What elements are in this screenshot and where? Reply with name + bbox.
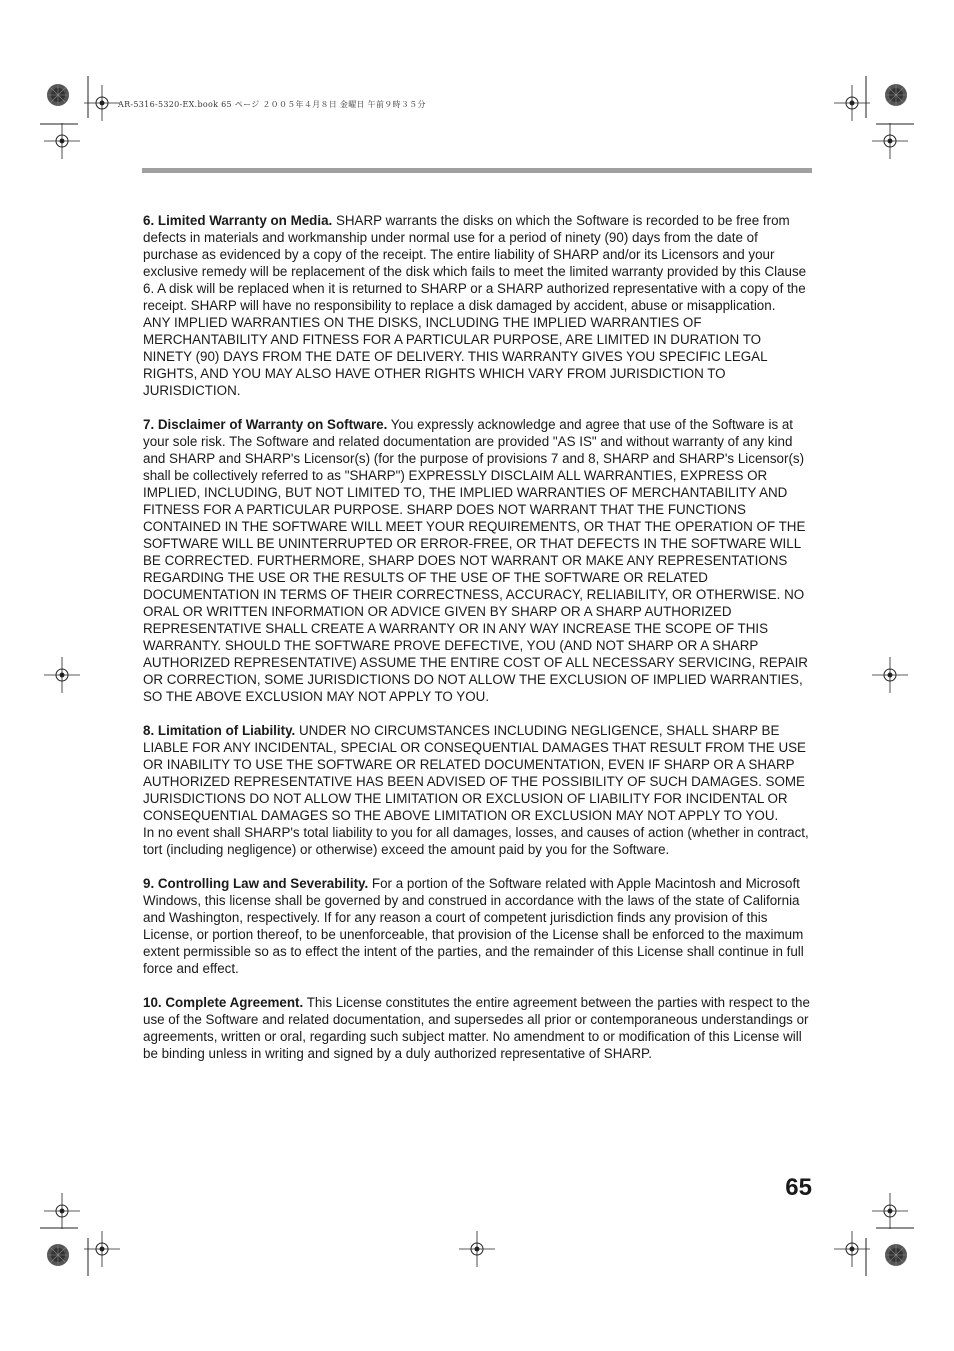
section-controlling-law	[143, 875, 811, 977]
license-text	[143, 212, 811, 1079]
print-file-info: AR-5316-5320-EX.book 65 ページ ２００５年４月８日 金曜日 午前９時３５分	[118, 100, 426, 109]
section-heading: 6. Limited Warranty on Media.	[143, 213, 333, 228]
section-text: This License constitutes the entire agreement between the parties with respect to the use of the Software and related documentation, and supersedes all prior or contemporaneous understandings or agreements, written or oral, regarding such subject matter. No amendment to or modification of this License will be binding unless in writing and signed by a duly authorized representative of SHARP.	[143, 995, 810, 1061]
section-limitation-of-liability	[143, 722, 811, 858]
header-rule	[142, 168, 812, 173]
section-paragraph	[143, 416, 811, 705]
section-paragraph: In no event shall SHARP's total liability to you for all damages, losses, and causes of action (whether in contract, tort (including negligence) or otherwise) exceed the amount paid by you for the Software.	[143, 825, 809, 857]
section-paragraph	[143, 212, 811, 314]
section-text: You expressly acknowledge and agree that use of the Software is at your sole risk. The Software and related documentation are provided "AS IS" and without warranty of any kind and SHARP and SHARP's Licensor(s) (for the purpose of provisions 7 and 8, SHARP and SHARP's Licensor(s) shall be collectively referred to as "SHARP") EXPRESSLY DISCLAIM ALL WARRANTIES, EXPRESS OR IMPLIED, INCLUDING, BUT NOT LIMITED TO, THE IMPLIED WARRANTIES OF MERCHANTABILITY AND FITNESS FOR A PARTICULAR PURPOSE. SHARP DOES NOT WARRANT THAT THE FUNCTIONS CONTAINED IN THE SOFTWARE WILL MEET YOUR REQUIREMENTS, OR THAT THE OPERATION OF THE SOFTWARE WILL BE UNINTERRUPTED OR ERROR-FREE, OR THAT DEFECTS IN THE SOFTWARE WILL BE CORRECTED. FURTHERMORE, SHARP DOES NOT WARRANT OR MAKE ANY REPRESENTATIONS REGARDING THE USE OR THE RESULTS OF THE USE OF THE SOFTWARE OR RELATED DOCUMENTATION IN TERMS OF THEIR CORRECTNESS, ACCURACY, RELIABILITY, OR OTHERWISE. NO ORAL OR WRITTEN INFORMATION OR ADVICE GIVEN BY SHARP OR A SHARP AUTHORIZED REPRESENTATIVE SHALL CREATE A WARRANTY OR IN ANY WAY INCREASE THE SCOPE OF THIS WARRANTY. SHOULD THE SOFTWARE PROVE DEFECTIVE, YOU (AND NOT SHARP OR A SHARP AUTHORIZED REPRESENTATIVE) ASSUME THE ENTIRE COST OF ALL NECESSARY SERVICING, REPAIR OR CORRECTION, SOME JURISDICTIONS DO NOT ALLOW THE EXCLUSION OF IMPLIED WARRANTIES, SO THE ABOVE EXCLUSION MAY NOT APPLY TO YOU.	[143, 417, 808, 704]
section-paragraph	[143, 994, 811, 1062]
section-heading: 10. Complete Agreement.	[143, 995, 304, 1010]
section-paragraph: ANY IMPLIED WARRANTIES ON THE DISKS, INCLUDING THE IMPLIED WARRANTIES OF MERCHANTABILITY AND FITNESS FOR A PARTICULAR PURPOSE, ARE LIMITED IN DURATION TO NINETY (90) DAYS FROM THE DATE OF DELIVERY. THIS WARRANTY GIVES YOU SPECIFIC LEGAL RIGHTS, AND YOU MAY ALSO HAVE OTHER RIGHTS WHICH VARY FROM JURISDICTION TO JURISDICTION.	[143, 315, 768, 398]
section-heading: 8. Limitation of Liability.	[143, 723, 296, 738]
section-text: UNDER NO CIRCUMSTANCES INCLUDING NEGLIGENCE, SHALL SHARP BE LIABLE FOR ANY INCIDENTAL, SPECIAL OR CONSEQUENTIAL DAMAGES THAT RESULT FROM THE USE OR INABILITY TO USE THE SOFTWARE OR RELATED DOCUMENTATION, EVEN IF SHARP OR A SHARP AUTHORIZED REPRESENTATIVE HAS BEEN ADVISED OF THE POSSIBILITY OF SUCH DAMAGES. SOME JURISDICTIONS DO NOT ALLOW THE LIMITATION OR EXCLUSION OF LIABILITY FOR INCIDENTAL OR CONSEQUENTIAL DAMAGES SO THE ABOVE LIMITATION OR EXCLUSION MAY NOT APPLY TO YOU.	[143, 723, 806, 823]
section-heading: 9. Controlling Law and Severability.	[143, 876, 369, 891]
section-paragraph	[143, 875, 811, 977]
section-limited-warranty	[143, 212, 811, 399]
section-paragraph	[143, 722, 811, 824]
section-text: SHARP warrants the disks on which the Software is recorded to be free from defects in materials and workmanship under normal use for a period of ninety (90) days from the date of purchase as evidenced by a copy of the receipt. The entire liability of SHARP and/or its Licensors and your exclusive remedy will be replacement of the disk which fails to meet the limited warranty provided by this Clause 6. A disk will be replaced when it is returned to SHARP or a SHARP authorized representative with a copy of the receipt. SHARP will have no responsibility to replace a disk damaged by accident, abuse or misapplication.	[143, 213, 807, 313]
section-complete-agreement	[143, 994, 811, 1062]
section-text: For a portion of the Software related with Apple Macintosh and Microsoft Windows, this license shall be governed by and construed in accordance with the laws of the state of California and Washington, respectively. If for any reason a court of competent jurisdiction finds any provision of this License, or portion thereof, to be unenforceable, that provision of the License shall be enforced to the maximum extent permissible so as to effect the intent of the parties, and the remainder of this License shall continue in full force and effect.	[143, 876, 804, 976]
section-heading: 7. Disclaimer of Warranty on Software.	[143, 417, 388, 432]
page-number: 65	[785, 1174, 812, 1201]
section-disclaimer	[143, 416, 811, 705]
